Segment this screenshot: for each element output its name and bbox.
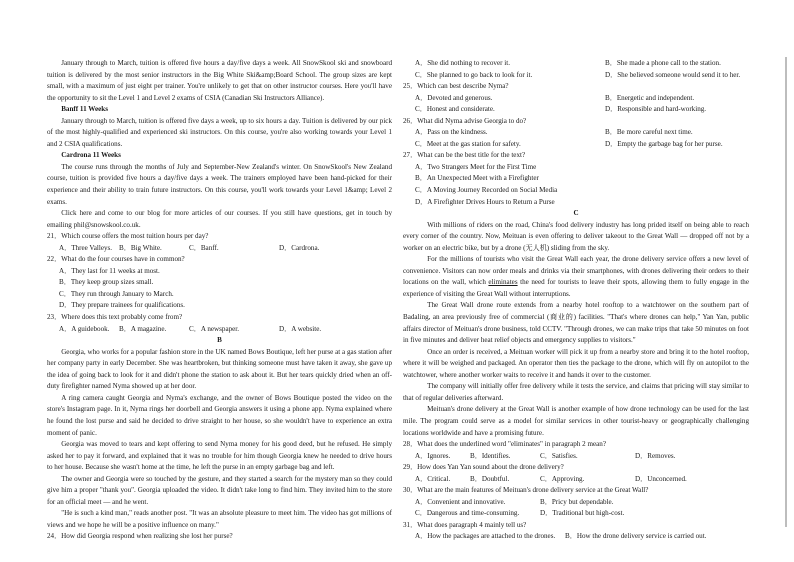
question-options — [403, 474, 749, 486]
option: B．She made a phone call to the station. — [605, 59, 721, 67]
passage-b-paragraph: "He is such a kind man," reads another post. "It was an absolute pleasure to meet him. The video has got millions of views and we hope he will be a positive influence on many." — [47, 509, 392, 529]
passage-c-paragraph — [403, 254, 749, 300]
option: C．A newspaper. — [189, 324, 240, 333]
underlined-word: eliminates — [488, 278, 518, 287]
question-stem: 23．Where does this text probably come from? — [47, 313, 183, 322]
option: B．Doubtful. — [470, 474, 510, 483]
option: C．Banff. — [189, 243, 219, 252]
passage-a-paragraph: The course runs through the months of July and September-New Zealand's winter. On SnowSkool's New Zealand course, tuition is provided five hours a day/five days a week. The trainers employed have been hand-picked for their experience and their ability to train future instructors. On this course, you'll work towards your Level 1&amp; Level 2 exams. — [47, 162, 392, 206]
option: B．Identifies. — [470, 451, 511, 460]
option: D．A website. — [279, 324, 322, 333]
option: A．Convenient and innovative. — [415, 497, 506, 506]
question-options — [403, 58, 749, 81]
question-stem: 24．How did Georgia respond when realizing she lost her purse? — [47, 532, 233, 541]
passage-c-paragraph: With millions of riders on the road, China's food delivery industry has long prided itself on being able to reach every corner of the country. Now, Meituan is even offering to deliver takeout to the Great Wall — dropped off not by a worker on an electric bike, but by a drone (无人机) sliding from the sky. — [403, 220, 749, 252]
option: D．Cardrona. — [279, 243, 320, 252]
question-stem: 29．How does Yan Yan sound about the drone delivery? — [403, 463, 564, 472]
question-options — [47, 243, 392, 255]
section-label: B — [217, 336, 222, 345]
section-heading: Banff 11 Weeks — [61, 105, 108, 114]
option: D．A Firefighter Drives Hours to Return a Purse — [415, 197, 555, 206]
option: A．How the packages are attached to the drones. — [415, 532, 556, 541]
option: B．Energetic and independent. — [605, 93, 695, 102]
option: A．Pass on the kindness. — [415, 128, 488, 137]
question-options — [403, 162, 749, 208]
passage-b-paragraph: The owner and Georgia were so touched by the gesture, and they started a search for the mystery man so they could give him a proper "thank you". Georgia uploaded the video. It didn't take long to find him. They invited him to the store for an official meet — and he went. — [47, 474, 392, 506]
right-column — [403, 58, 749, 543]
question-stem: 28．What does the underlined word "eliminates" in paragraph 2 mean? — [403, 440, 606, 449]
question-stem: 22．What do the four courses have in common? — [47, 255, 185, 264]
passage-c-paragraph: The Great Wall drone route extends from a nearby hotel rooftop to a watchtower on the southern part of Badaling, an area previously free of commercial (商业的) facilities. "That's where drones can help," Yan Yan, public affairs director of Meituan's drone business, told CCTV. "Through drones, we can make trips that take 50 minutes on foot in five minutes and deliver heat relief objects and emergency supplies to visitors." — [403, 301, 749, 345]
option: B．Pricy but dependable. — [540, 497, 614, 506]
option: A．Two Strangers Meet for the First Time — [415, 162, 537, 171]
option: A．Ignores. — [415, 451, 451, 460]
question-stem: 26．What did Nyma advise Georgia to do? — [403, 116, 527, 125]
question-options — [403, 497, 749, 520]
question-stem: 21．Which course offers the most tuition hours per day? — [47, 232, 209, 241]
question-options — [403, 93, 749, 116]
option: A．Critical. — [415, 474, 451, 483]
option: D．Unconcerned. — [635, 474, 687, 483]
question-stem: 27．What can be the best title for the text? — [403, 151, 526, 160]
option: B．Big White. — [119, 243, 162, 252]
option: D．Traditional but high-cost. — [540, 509, 625, 518]
passage-c-paragraph: Once an order is received, a Meituan worker will pick it up from a nearby store and bring it to the hotel rooftop, where it will be weighed and packaged. An operator then ties the package to the drone, which will fly on autopilot to the watchtower, where another worker waits to receive it and hands it over to the customer. — [403, 347, 749, 379]
option: C．Approving. — [540, 474, 585, 483]
option: A．They last for 11 weeks at most. — [59, 266, 160, 275]
text: For the millions of tourists who visit the Great Wall each year, the drone delivery service offers a new level of convenience. Visitors can now order meals and drinks via their smartphones, with drones delivering their orders to their locations on the wall, which — [403, 255, 749, 287]
option: B．They keep group sizes small. — [59, 278, 154, 287]
passage-b-paragraph: Georgia was moved to tears and kept offering to send Nyma money for his good deed, but he refused. He simply asked her to pay it forward, and explained that it was no trouble for him though Georgia knew he needed to drive hours to her house. Because she wasn't home at the time, he left the purse in an empty garbage bag and left. — [47, 440, 392, 472]
question-options — [47, 266, 392, 312]
section-label: C — [573, 209, 579, 218]
option: C．She planned to go back to look for it. — [415, 70, 533, 79]
question-options — [403, 531, 749, 543]
passage-c-paragraph: Meituan's drone delivery at the Great Wall is another example of how drone technology can be used for the last mile. The program could serve as a model for similar services in other tourist-heavy or geographically challenging locations worldwide and have a promising future. — [403, 405, 749, 437]
option: C．Dangerous and time-consuming. — [415, 509, 520, 518]
question-stem: 30．What are the main features of Meituan's drone delivery service at the Great Wall? — [403, 486, 649, 495]
question-options — [47, 324, 392, 336]
option: A．Three Valleys. — [59, 243, 113, 252]
option: D．Removes. — [635, 451, 676, 460]
option: B．How the drone delivery service is carried out. — [565, 532, 707, 541]
question-options — [403, 451, 749, 463]
option: C．They run through January to March. — [59, 289, 174, 298]
option: B．A magazine. — [119, 324, 167, 333]
option: D．Responsible and hard-working. — [605, 105, 707, 114]
question-stem: 31．What does paragraph 4 mainly tell us? — [403, 520, 527, 529]
option: A．Devoted and generous. — [415, 93, 493, 102]
passage-c-paragraph: The company will initially offer free delivery while it tests the service, and claims that pricing will stay similar to that of regular deliveries afterward. — [403, 382, 749, 402]
passage-a-paragraph: January through to March, tuition is offered five hours a day/five days a week. All SnowSkool ski and snowboard tuition is delivered by the most senior instructors in the Big White Ski&amp;Board School. The group sizes are kept small, with a maximum of just eight per trainer. You're unlikely to get that on other instructor courses. Here you'll have the opportunity to sit the Level 1 and Level 2 exams of CSIA (Canadian Ski Instructors Alliance). — [47, 59, 392, 102]
text: the need for tourists to leave their spots, allowing them to fully engage in the experience of visiting the Great Wall without interruptions. — [403, 278, 749, 298]
option: D．She believed someone would send it to her. — [605, 70, 741, 79]
question-stem: 25．Which can best describe Nyma? — [403, 82, 509, 91]
option: D．Empty the garbage bag for her purse. — [605, 139, 723, 148]
option: A．A guidebook. — [59, 324, 110, 333]
option: B．Be more careful next time. — [605, 128, 693, 137]
option: C．Satisfies. — [540, 451, 578, 460]
option: C．Meet at the gas station for safety. — [415, 139, 521, 148]
option: C．Honest and considerate. — [415, 105, 495, 114]
question-options — [403, 127, 749, 150]
section-heading: Cardrona 11 Weeks — [61, 151, 121, 160]
option: D．They prepare trainees for qualifications. — [59, 301, 185, 310]
passage-a-paragraph: January through to March, tuition is offered five days a week, up to six hours a day. Tuition is delivered by our pick of the most highly-qualified and experienced ski instructors. On this course, you're also working towards your Level 1 and 2 CSIA qualifications. — [47, 116, 392, 148]
option: A．She did nothing to recover it. — [415, 59, 510, 67]
page-edge-scrollbar[interactable] — [785, 57, 787, 527]
option: B．An Unexpected Meet with a Firefighter — [415, 174, 539, 183]
passage-b-paragraph: A ring camera caught Georgia and Nyma's exchange, and the owner of Bows Boutique posted the video on the store's Instagram page. In it, Nyma rings her doorbell and Georgia answers it using a phone app. Nyma explained where he found the lost purse and said he decided to drive straight to her house, so she wouldn't have to experience an extra moment of panic. — [47, 393, 392, 437]
passage-a-paragraph: Click here and come to our blog for more articles of our courses. If you still have questions, get in touch by emailing phil@snowskool.co.uk. — [47, 209, 392, 229]
option: C．A Moving Journey Recorded on Social Media — [415, 186, 558, 195]
passage-b-paragraph: Georgia, who works for a popular fashion store in the UK named Bows Boutique, left her purse at a gas station after her company party in early December. She was heartbroken, but thinking someone must have taken it away, she gave up the idea of going back to look for it and didn't phone the station to ask about it. But her tears quickly dried when an off-duty firefighter named Nyma showed up at her door. — [47, 347, 392, 391]
left-column — [47, 58, 392, 543]
